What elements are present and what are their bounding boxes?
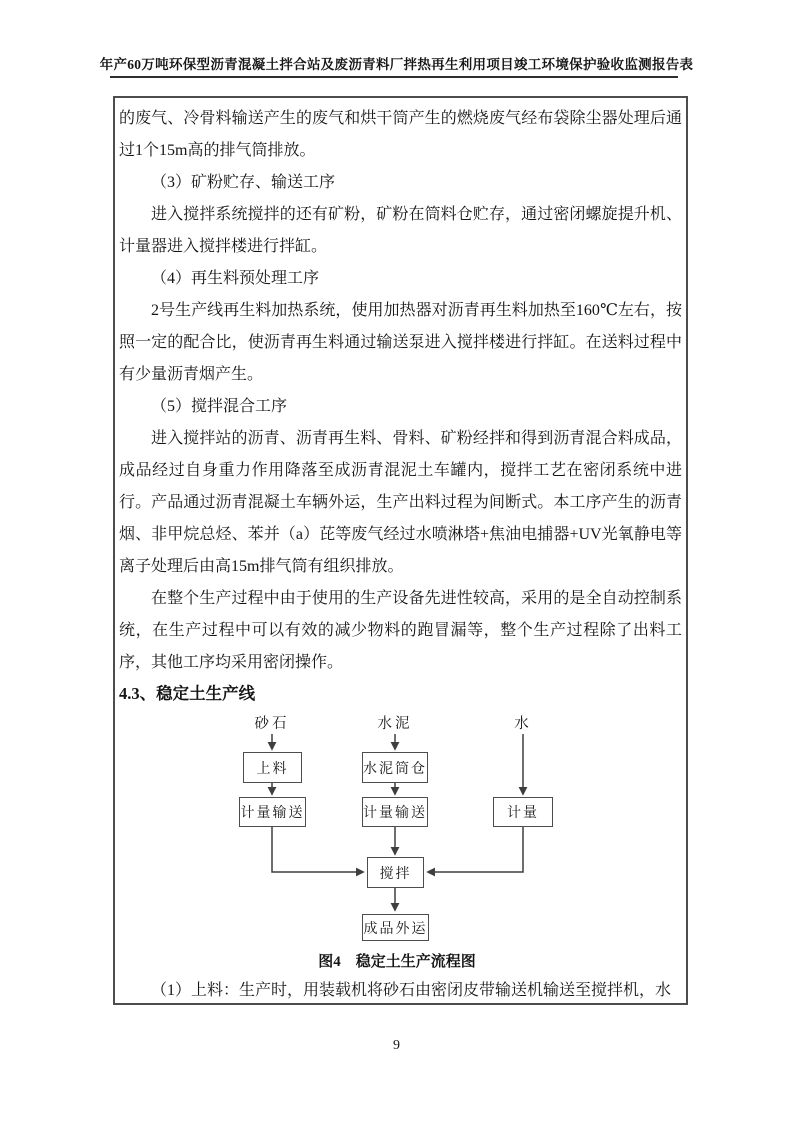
figure-caption: 图4 稳定土生产流程图 (318, 954, 476, 970)
paragraph-step3-title: （3）矿粉贮存、输送工序 (151, 174, 336, 191)
page-number: 9 (393, 1038, 400, 1053)
document-header (0, 53, 793, 74)
header-rule (110, 76, 678, 78)
flow-box-cement-silo: 水泥筒仓 (362, 752, 428, 783)
flow-box-metering-convey-2: 计量输送 (362, 797, 428, 827)
flow-input-sand-gravel: 砂石 (254, 716, 290, 732)
header-title: 年产60万吨环保型沥青混凝土拌合站及废沥青料厂拌热再生利用项目竣工环境保护验收监测报告表 (99, 57, 694, 72)
section-heading-4-3: 4.3、稳定土生产线 (119, 684, 256, 703)
paragraph-feeding-desc: （1）上料：生产时，用装载机将砂石由密闭皮带输送机输送至搅拌机，水 (151, 982, 672, 999)
paragraph-step5-title: （5）搅拌混合工序 (151, 398, 288, 415)
paragraph-automation: 在整个生产过程中由于使用的生产设备先进性较高，采用的是全自动控制系统，在生产过程中可以有效的减少物料的跑冒漏等，整个生产过程除了出料工序，其他工序均采用密闭操作。 (119, 590, 682, 671)
flow-box-feeding: 上料 (243, 752, 302, 783)
content-box (113, 96, 688, 1005)
flow-box-product-transport: 成品外运 (362, 914, 429, 941)
paragraph-continuation: 的废气、冷骨料输送产生的废气和烘干筒产生的燃烧废气经布袋除尘器处理后通过1个15m高的排气筒排放。 (119, 110, 682, 159)
paragraph-step3-body: 进入搅拌系统搅拌的还有矿粉，矿粉在筒料仓贮存，通过密闭螺旋提升机、计量器进入搅拌楼进行拌缸。 (119, 206, 682, 255)
flow-box-mixing: 搅拌 (367, 857, 424, 888)
flow-input-water: 水 (514, 716, 532, 732)
paragraph-step4-title: （4）再生料预处理工序 (151, 270, 320, 287)
flow-box-metering-convey-1: 计量输送 (239, 797, 306, 827)
paragraph-step4-body: 2号生产线再生料加热系统，使用加热器对沥青再生料加热至160℃左右，按照一定的配合比，使沥青再生料通过输送泵进入搅拌楼进行拌缸。在送料过程中有少量沥青烟产生。 (119, 302, 682, 383)
flow-box-metering: 计量 (493, 797, 553, 827)
flow-input-cement: 水泥 (377, 716, 413, 732)
paragraph-step5-body: 进入搅拌站的沥青、沥青再生料、骨料、矿粉经拌和得到沥青混合料成品，成品经过自身重力作用降落至成沥青混泥土车罐内，搅拌工艺在密闭系统中进行。产品通过沥青混凝土车辆外运，生产出料过程为间断式。本工序产生的沥青烟、非甲烷总烃、苯并（a）芘等废气经过水喷淋塔+焦油电捕器+UV光氧静电等离子处理后由高15m排气筒有组织排放。 (119, 430, 682, 575)
stabilized-soil-flowchart (119, 710, 682, 976)
